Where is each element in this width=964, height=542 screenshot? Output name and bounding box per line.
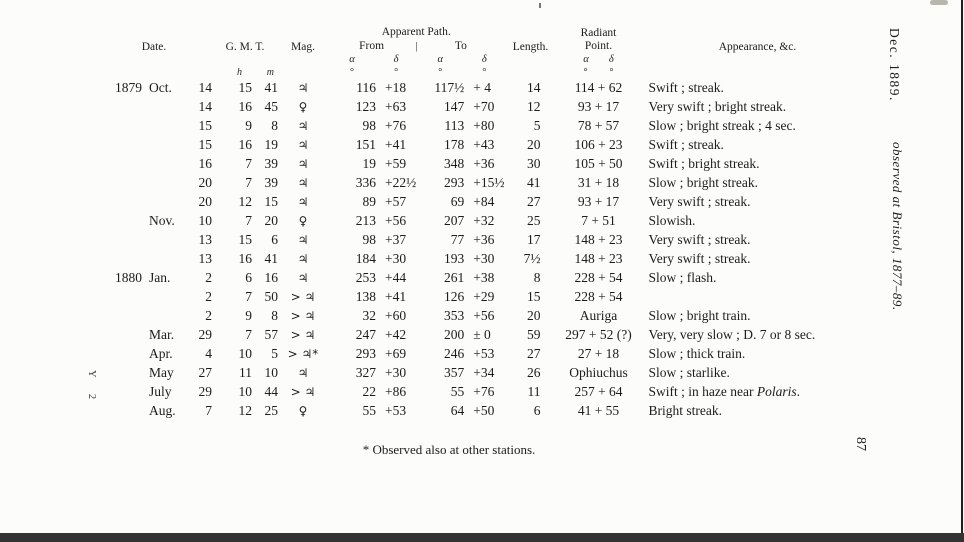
- cell-year: [96, 116, 142, 135]
- header-to: To: [454, 40, 467, 53]
- cell-day: 2: [205, 307, 212, 323]
- table-row: [96, 363, 875, 382]
- cell-fa: 336: [355, 174, 376, 190]
- cell-year: [96, 192, 142, 211]
- cell-day: 14: [198, 79, 212, 95]
- cell-rad: 7 + 51: [581, 212, 616, 228]
- cell-len: 41: [527, 174, 541, 190]
- cell-rad: 148 + 23: [574, 250, 623, 266]
- cell-day: 16: [198, 155, 212, 171]
- cell-td: +56: [473, 307, 495, 323]
- cell-app: Slow ; bright streak ; 4 sec.: [648, 117, 796, 133]
- cell-td: +53: [473, 345, 495, 361]
- cell-td: +15½: [473, 174, 505, 190]
- cell-len: 15: [527, 288, 541, 304]
- cell-m: 41: [264, 79, 278, 95]
- table-row: [96, 306, 875, 325]
- cell-mag: ♃: [297, 365, 309, 380]
- cell-app: Very swift ; streak.: [648, 193, 751, 209]
- cell-td: +38: [473, 269, 495, 285]
- cell-h: 11: [239, 364, 252, 380]
- cell-m: 5: [271, 345, 278, 361]
- cell-year: [96, 135, 142, 154]
- cell-rad: 41 + 55: [577, 402, 620, 418]
- cell-month: [142, 116, 186, 135]
- cell-td: ± 0: [473, 326, 491, 342]
- cell-year: [96, 211, 142, 230]
- footnote: * Observed also at other stations.: [362, 442, 536, 457]
- table-row: [96, 268, 875, 287]
- radiant-greek-labels: [557, 53, 641, 66]
- cell-m: 50: [264, 288, 278, 304]
- cell-fa: 32: [362, 307, 376, 323]
- cell-h: 7: [245, 174, 252, 190]
- cell-mag: ♀: [298, 403, 308, 418]
- cell-h: 12: [238, 193, 252, 209]
- cell-len: 12: [527, 98, 541, 114]
- scan-bottom-edge: [0, 533, 964, 542]
- cell-ta: 293: [444, 174, 465, 190]
- radiant-line1: Radiant: [580, 27, 617, 39]
- cell-ta: 77: [450, 231, 465, 247]
- table-row: [96, 135, 875, 154]
- cell-m: 39: [264, 174, 278, 190]
- cell-fd: +30: [385, 364, 407, 380]
- cell-fd: +59: [385, 155, 407, 171]
- radiant-delta-label: δ: [608, 54, 614, 66]
- header-date: Date.: [141, 40, 167, 53]
- cell-month: Apr.: [149, 345, 173, 361]
- cell-mag: ♃: [297, 232, 309, 247]
- cell-m: 6: [271, 231, 278, 247]
- cell-m: 57: [264, 326, 278, 342]
- cell-month: [142, 173, 186, 192]
- cell-mag: ♀: [298, 99, 308, 114]
- cell-month: Mar.: [149, 326, 175, 342]
- cell-td: +76: [473, 383, 495, 399]
- header-appearance: Appearance, &c.: [718, 40, 797, 53]
- cell-rad: 31 + 18: [577, 174, 620, 190]
- table-row: [96, 192, 875, 211]
- cell-fa: 253: [355, 269, 376, 285]
- unit-deg-from-a: °: [350, 66, 354, 78]
- cell-month: [142, 249, 186, 268]
- cell-ta: 178: [444, 136, 465, 152]
- cell-m: 16: [264, 269, 278, 285]
- cell-ta: 348: [444, 155, 465, 171]
- cell-month: [142, 154, 186, 173]
- cell-app: Slowish.: [648, 212, 696, 228]
- cell-h: 7: [245, 212, 252, 228]
- cell-day: 2: [205, 269, 212, 285]
- cell-fd: +18: [385, 79, 407, 95]
- cell-month: Jan.: [149, 269, 171, 285]
- unit-deg-from-d: °: [394, 66, 399, 78]
- cell-fa: 138: [355, 288, 376, 304]
- cell-ta: 117½: [434, 79, 465, 95]
- observations-table: [96, 26, 875, 420]
- cell-h: 16: [238, 250, 252, 266]
- cell-month: [142, 192, 186, 211]
- cell-mag: ♃: [297, 80, 309, 95]
- cell-fa: 98: [362, 231, 376, 247]
- cell-year: [96, 325, 142, 344]
- cell-h: 9: [245, 307, 252, 323]
- cell-app: Very swift ; streak.: [648, 231, 751, 247]
- cell-rad: Ophiuchus: [569, 364, 628, 380]
- cell-h: 10: [238, 345, 252, 361]
- cell-m: 45: [264, 98, 278, 114]
- cell-fd: +76: [385, 117, 407, 133]
- cell-app: Slow ; flash.: [648, 269, 717, 285]
- cell-year: [96, 173, 142, 192]
- cell-len: 17: [527, 231, 541, 247]
- cell-app: Swift ; bright streak.: [648, 155, 760, 171]
- cell-fa: 213: [355, 212, 376, 228]
- cell-app: Slow ; thick train.: [648, 345, 746, 361]
- cell-m: 25: [264, 402, 278, 418]
- cell-h: 7: [245, 288, 252, 304]
- cell-len: 6: [533, 402, 541, 418]
- cell-mag: ♃: [297, 137, 309, 152]
- cell-day: 7: [205, 402, 212, 418]
- cell-fd: +37: [385, 231, 407, 247]
- cell-m: 8: [271, 117, 278, 133]
- cell-h: 16: [238, 136, 252, 152]
- cell-m: 41: [264, 250, 278, 266]
- cell-td: + 4: [473, 79, 491, 95]
- cell-len: 26: [527, 364, 541, 380]
- cell-fa: 55: [362, 402, 376, 418]
- cell-year: [96, 249, 142, 268]
- cell-fd: +22½: [385, 174, 417, 190]
- cell-m: 10: [264, 364, 278, 380]
- cell-day: 14: [198, 98, 212, 114]
- cell-ta: 69: [450, 193, 465, 209]
- cell-app: Slow ; bright train.: [648, 307, 751, 323]
- cell-year: [96, 306, 142, 325]
- from-to-separator: |: [415, 41, 418, 53]
- cell-rad: 106 + 23: [574, 136, 623, 152]
- cell-len: 7½: [523, 250, 541, 266]
- scan-smudge: [930, 0, 948, 5]
- cell-mag: ♃: [297, 270, 309, 285]
- cell-fd: +56: [385, 212, 407, 228]
- unit-deg-radiant: [557, 66, 641, 78]
- cell-h: 7: [245, 326, 252, 342]
- cell-day: 10: [198, 212, 212, 228]
- cell-day: 20: [198, 193, 212, 209]
- header-radiant-point: [557, 26, 641, 53]
- cell-ta: 261: [444, 269, 465, 285]
- cell-td: +34: [473, 364, 495, 380]
- table-row: [96, 287, 875, 306]
- cell-year: [96, 382, 142, 401]
- cell-len: 30: [527, 155, 541, 171]
- cell-day: 2: [205, 288, 212, 304]
- cell-rad: 114 + 62: [574, 79, 623, 95]
- observations-body: [96, 78, 875, 420]
- table-row: [96, 325, 875, 344]
- cell-rad: 93 + 17: [577, 193, 620, 209]
- cell-m: 15: [264, 193, 278, 209]
- cell-rad: 78 + 57: [577, 117, 620, 133]
- cell-rad: 228 + 54: [574, 288, 623, 304]
- cell-month: [142, 230, 186, 249]
- cell-rad: 148 + 23: [574, 231, 623, 247]
- cell-fd: +57: [385, 193, 407, 209]
- cell-fd: +41: [385, 136, 407, 152]
- cell-app: Slow ; bright streak.: [648, 174, 758, 190]
- cell-fa: 22: [362, 383, 376, 399]
- cell-app: Swift ; streak.: [648, 136, 724, 152]
- cell-day: 13: [198, 250, 212, 266]
- header-gmt: G. M. T.: [225, 40, 265, 53]
- cell-fd: +42: [385, 326, 407, 342]
- cell-month: [142, 97, 186, 116]
- cell-app: Bright streak.: [648, 402, 722, 418]
- cell-h: 10: [238, 383, 252, 399]
- cell-fd: +30: [385, 250, 407, 266]
- cell-fd: +69: [385, 345, 407, 361]
- cell-m: 39: [264, 155, 278, 171]
- header-apparent-path: [328, 26, 505, 53]
- cell-day: 4: [205, 345, 212, 361]
- cell-len: 5: [533, 117, 541, 133]
- to-delta-label: δ: [481, 54, 487, 66]
- cell-rad: Auriga: [579, 307, 618, 323]
- cell-year: 1880: [115, 269, 142, 285]
- cell-td: +50: [473, 402, 495, 418]
- cell-ta: 357: [444, 364, 465, 380]
- from-alpha-label: α: [349, 54, 355, 66]
- cell-fa: 98: [362, 117, 376, 133]
- cell-year: [96, 344, 142, 363]
- cell-month: Nov.: [149, 212, 175, 228]
- cell-fa: 116: [356, 79, 376, 95]
- cell-app: Very, very slow ; D. 7 or 8 sec.: [648, 326, 816, 342]
- unit-deg-to-d: °: [482, 66, 487, 78]
- cell-h: 12: [238, 402, 252, 418]
- cell-fa: 247: [355, 326, 376, 342]
- header-row-units: [96, 66, 875, 78]
- cell-m: 19: [264, 136, 278, 152]
- header-row-greek: [96, 53, 875, 66]
- cell-month: May: [149, 364, 174, 380]
- cell-fd: +44: [385, 269, 407, 285]
- cell-app: [641, 287, 875, 306]
- table-row: [96, 173, 875, 192]
- to-alpha-label: α: [437, 54, 443, 66]
- cell-fa: 327: [355, 364, 376, 380]
- cell-day: 13: [198, 231, 212, 247]
- cell-m: 8: [271, 307, 278, 323]
- cell-td: +84: [473, 193, 495, 209]
- italic-star-name: Polaris: [756, 383, 797, 399]
- apparent-path-title: Apparent Path.: [381, 26, 451, 38]
- radiant-line2: Point.: [584, 40, 613, 53]
- cell-ta: 200: [444, 326, 465, 342]
- cell-fd: +60: [385, 307, 407, 323]
- cell-app: Very swift ; streak.: [648, 250, 751, 266]
- cell-app: Very swift ; bright streak.: [648, 98, 787, 114]
- cell-year: 1879: [115, 79, 142, 95]
- cell-fa: 89: [362, 193, 376, 209]
- cell-ta: 55: [450, 383, 465, 399]
- cell-mag: ♀: [298, 213, 308, 228]
- cell-ta: 193: [444, 250, 465, 266]
- cell-mag: > ♃: [290, 289, 316, 304]
- cell-len: 8: [533, 269, 541, 285]
- table-row: [96, 230, 875, 249]
- cell-fa: 19: [362, 155, 376, 171]
- table-row: [96, 116, 875, 135]
- cell-mag: > ♃: [290, 308, 316, 323]
- cell-mag: ♃: [297, 118, 309, 133]
- cell-year: [96, 97, 142, 116]
- cell-len: 11: [527, 383, 541, 399]
- table-row: [96, 382, 875, 401]
- cell-td: +36: [473, 155, 495, 171]
- cell-fa: 293: [355, 345, 376, 361]
- cell-fd: +86: [385, 383, 407, 399]
- cell-mag: ♃: [297, 156, 309, 171]
- cell-ta: 147: [444, 98, 465, 114]
- cell-rad: 257 + 64: [574, 383, 623, 399]
- cell-len: 14: [527, 79, 541, 95]
- radiant-alpha-label: α: [583, 54, 589, 66]
- cell-h: 16: [238, 98, 252, 114]
- header-row-titles: [96, 26, 875, 53]
- header-from: From: [359, 40, 385, 53]
- cell-rad: 297 + 52 (?): [565, 326, 632, 342]
- cell-h: 9: [245, 117, 252, 133]
- cell-day: 29: [198, 383, 212, 399]
- cell-month: Aug.: [149, 402, 176, 418]
- cell-month: July: [149, 383, 172, 399]
- observations-table-wrap: [96, 26, 875, 420]
- table-row: [96, 344, 875, 363]
- cell-mag: > ♃: [290, 384, 316, 399]
- cell-fa: 123: [355, 98, 376, 114]
- cell-mag: > ♃*: [287, 346, 319, 361]
- cell-ta: 113: [444, 117, 465, 133]
- cell-len: 25: [527, 212, 541, 228]
- cell-mag: ♃: [297, 175, 309, 190]
- unit-deg-radiant-d: °: [609, 66, 614, 78]
- cell-app: Slow ; starlike.: [648, 364, 730, 380]
- unit-deg-to-a: °: [438, 66, 443, 78]
- scan-speck: [539, 3, 541, 8]
- cell-mag: ♃: [297, 194, 309, 209]
- cell-len: 59: [527, 326, 541, 342]
- cell-fd: +63: [385, 98, 407, 114]
- table-row: [96, 211, 875, 230]
- cell-rad: 105 + 50: [574, 155, 623, 171]
- table-row: [96, 154, 875, 173]
- header-mag: Mag.: [291, 40, 315, 53]
- unit-minutes: m: [266, 66, 274, 78]
- cell-mag: > ♃: [290, 327, 316, 342]
- cell-td: +32: [473, 212, 495, 228]
- unit-hours: h: [237, 66, 242, 78]
- cell-len: 20: [527, 136, 541, 152]
- cell-rad: 27 + 18: [577, 345, 620, 361]
- table-row: [96, 401, 875, 420]
- cell-mag: ♃: [297, 251, 309, 266]
- cell-month: [142, 135, 186, 154]
- cell-td: +36: [473, 231, 495, 247]
- cell-ta: 64: [450, 402, 465, 418]
- cell-year: [96, 154, 142, 173]
- cell-ta: 126: [444, 288, 465, 304]
- cell-h: 6: [245, 269, 252, 285]
- cell-h: 15: [238, 79, 252, 95]
- cell-fa: 151: [355, 136, 376, 152]
- cell-rad: 93 + 17: [577, 98, 620, 114]
- margin-date-label: Dec. 1889.: [887, 28, 902, 102]
- cell-day: 15: [198, 117, 212, 133]
- cell-h: 7: [245, 155, 252, 171]
- cell-fd: +53: [385, 402, 407, 418]
- table-row: [96, 97, 875, 116]
- cell-day: 27: [198, 364, 212, 380]
- cell-app: Swift ; in haze near Polaris.: [648, 383, 800, 399]
- signature-mark: Y 2: [86, 370, 97, 407]
- table-row: [96, 249, 875, 268]
- unit-deg-radiant-a: °: [583, 66, 588, 78]
- cell-m: 44: [264, 383, 278, 399]
- from-to-row: [328, 40, 505, 53]
- from-delta-label: δ: [393, 54, 399, 66]
- cell-month: [142, 306, 186, 325]
- header-length: Length.: [512, 40, 549, 53]
- cell-ta: 246: [444, 345, 465, 361]
- cell-ta: 353: [444, 307, 465, 323]
- cell-app: Swift ; streak.: [648, 79, 724, 95]
- cell-fa: 184: [355, 250, 376, 266]
- cell-fd: +41: [385, 288, 407, 304]
- cell-td: +80: [473, 117, 495, 133]
- cell-day: 29: [198, 326, 212, 342]
- cell-year: [96, 363, 142, 382]
- cell-td: +43: [473, 136, 495, 152]
- cell-year: [96, 401, 142, 420]
- page-number: 87: [853, 437, 868, 451]
- cell-year: [96, 287, 142, 306]
- margin-title-label: observed at Bristol, 1877–89.: [890, 142, 905, 311]
- cell-len: 20: [527, 307, 541, 323]
- cell-month: [142, 287, 186, 306]
- cell-m: 20: [264, 212, 278, 228]
- scan-right-edge: [961, 0, 963, 542]
- cell-td: +70: [473, 98, 495, 114]
- cell-ta: 207: [444, 212, 465, 228]
- cell-td: +29: [473, 288, 495, 304]
- cell-h: 15: [238, 231, 252, 247]
- cell-day: 20: [198, 174, 212, 190]
- cell-month: Oct.: [149, 79, 172, 95]
- cell-day: 15: [198, 136, 212, 152]
- cell-td: +30: [473, 250, 495, 266]
- cell-len: 27: [527, 193, 541, 209]
- cell-len: 27: [527, 345, 541, 361]
- cell-year: [96, 230, 142, 249]
- table-row: [96, 78, 875, 97]
- cell-rad: 228 + 54: [574, 269, 623, 285]
